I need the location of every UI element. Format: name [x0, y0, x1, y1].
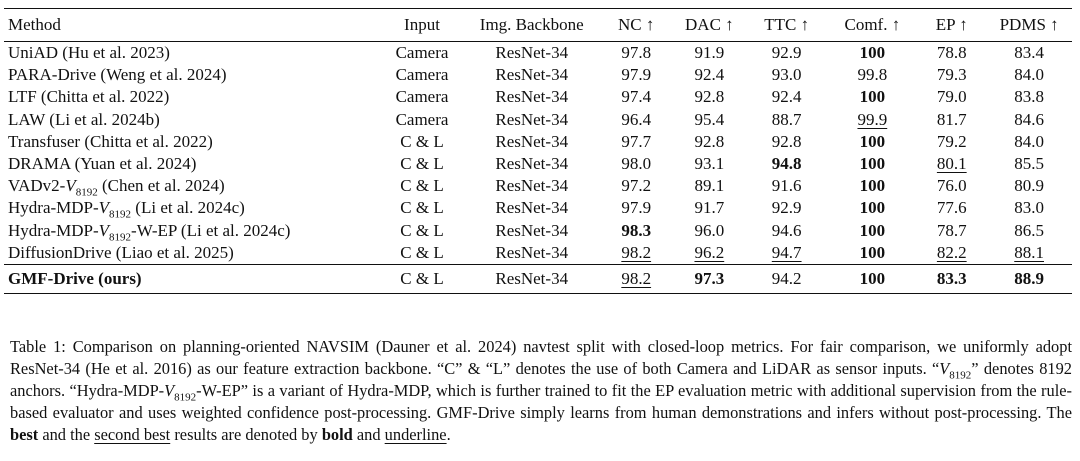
header-ep: EP ↑ — [917, 9, 986, 42]
method-cell: $VADv2-V_{8192}$ (Chen et al. 2024) — [8, 176, 225, 199]
method-cell: GMF-Drive (ours) — [4, 264, 380, 293]
method-cell: DiffusionDrive (Liao et al. 2025) — [8, 242, 234, 262]
ttc-cell: 94.7 — [771, 242, 802, 262]
nc-cell: 97.4 — [621, 87, 652, 107]
ttc-cell: 93.0 — [771, 65, 802, 85]
comf-cell: 100 — [859, 220, 886, 240]
ep-cell: 78.7 — [936, 220, 967, 240]
backbone-cell: ResNet-34 — [495, 65, 569, 85]
ttc-cell: 94.6 — [771, 220, 802, 240]
table-row — [4, 197, 1072, 219]
ttc-cell: 92.8 — [771, 131, 802, 151]
comf-cell: 99.8 — [857, 65, 888, 85]
dac-cell: 95.4 — [694, 109, 725, 129]
table-row — [4, 131, 1072, 153]
input-cell: C & L — [400, 154, 444, 174]
method-cell: LAW (Li et al. 2024b) — [8, 109, 160, 129]
comf-cell: 100 — [859, 43, 886, 63]
ep-cell: 83.3 — [917, 264, 986, 293]
nc-cell: 97.7 — [621, 131, 652, 151]
dac-cell: 91.7 — [694, 198, 725, 218]
backbone-cell: ResNet-34 — [495, 87, 569, 107]
comf-cell: 100 — [859, 198, 886, 218]
nc-cell: 97.9 — [621, 198, 652, 218]
ep-cell: 81.7 — [936, 109, 967, 129]
table-row — [4, 153, 1072, 175]
comf-cell: 100 — [859, 242, 886, 262]
table-row — [4, 220, 1072, 242]
ttc-cell: 91.6 — [771, 176, 802, 196]
table-row — [4, 42, 1072, 65]
dac-cell: 96.2 — [694, 242, 725, 262]
header-pdms: PDMS ↑ — [986, 9, 1072, 42]
ttc-cell: 92.9 — [771, 43, 802, 63]
table-row — [4, 242, 1072, 265]
backbone-cell: ResNet-34 — [495, 198, 569, 218]
pdms-cell: 88.1 — [1014, 242, 1044, 262]
backbone-cell: ResNet-34 — [495, 242, 569, 262]
nc-cell: 97.8 — [621, 43, 652, 63]
ep-cell: 80.1 — [936, 154, 967, 174]
method-cell: Hydra-$MDP-V_{8192}-W-EP$ (Li et al. 2024c) — [8, 220, 291, 243]
ttc-cell: 94.2 — [746, 264, 828, 293]
header-nc: NC ↑ — [600, 9, 673, 42]
backbone-cell: ResNet-34 — [495, 43, 569, 63]
pdms-cell: 80.9 — [1014, 176, 1044, 196]
ttc-cell: 92.4 — [771, 87, 802, 107]
dac-cell: 93.1 — [694, 154, 725, 174]
dac-cell: 89.1 — [694, 176, 725, 196]
table-row — [4, 86, 1072, 108]
backbone-cell: ResNet-34 — [495, 131, 569, 151]
comf-cell: 100 — [859, 131, 886, 151]
nc-cell: 98.3 — [621, 220, 652, 240]
input-cell: Camera — [395, 87, 449, 107]
table-row — [4, 175, 1072, 197]
pdms-cell: 83.8 — [1014, 87, 1044, 107]
header-ttc: TTC ↑ — [746, 9, 828, 42]
pdms-cell: 83.0 — [1014, 198, 1044, 218]
dac-cell: 92.8 — [694, 131, 725, 151]
nc-cell: 97.9 — [621, 65, 652, 85]
header-comf: Comf. ↑ — [827, 9, 917, 42]
ttc-cell: 88.7 — [771, 109, 802, 129]
input-cell: C & L — [400, 198, 444, 218]
input-cell: C & L — [400, 131, 444, 151]
comf-cell: 100 — [859, 87, 886, 107]
nc-cell: 98.2 — [621, 242, 652, 262]
comf-cell: 100 — [859, 176, 886, 196]
header-dac: DAC ↑ — [673, 9, 746, 42]
ttc-cell: 92.9 — [771, 198, 802, 218]
pdms-cell: 83.4 — [1014, 43, 1044, 63]
table-caption: Table 1: Comparison on planning-oriented NAVSIM (Dauner et al. 2024) navtest split with closed-loop metrics. For fair comparison, we uniformly adopt ResNet-34 (He et al. 2016) as our feature extraction backbone. “C” & “L” denotes the use of both Camera and LiDAR as sensor inputs. “$V_{8192}$” denotes 8192 anchors. “$Hydra-MDP-V_{8192}-W-EP$” is a variant of Hydra-MDP, which is further trained to fit the EP evaluation metric with additional supervision from the rule-based evaluator and uses weighted confidence post-processing. GMF-Drive simply learns from human demonstrations and infers without post-processing. The best and the second best results are denoted by bold and underline. — [10, 337, 1072, 445]
table-row — [4, 109, 1072, 131]
backbone-cell: ResNet-34 — [495, 176, 569, 196]
input-cell: C & L — [400, 220, 444, 240]
header-backbone: Img. Backbone — [464, 9, 600, 42]
ep-cell: 77.6 — [936, 198, 967, 218]
pdms-cell: 86.5 — [1014, 220, 1044, 240]
ep-cell: 82.2 — [936, 242, 967, 262]
input-cell: Camera — [395, 65, 449, 85]
nc-cell: 96.4 — [621, 109, 652, 129]
comf-cell: 100 — [859, 154, 886, 174]
ep-cell: 79.0 — [936, 87, 967, 107]
header-method: Method — [4, 9, 380, 42]
table-row-ours — [4, 264, 1072, 293]
ttc-cell: 94.8 — [771, 154, 802, 174]
input-cell: Camera — [395, 43, 449, 63]
method-cell: Hydra-$MDP-V_{8192}$ (Li et al. 2024c) — [8, 198, 245, 221]
backbone-cell: ResNet-34 — [495, 220, 569, 240]
method-cell: UniAD (Hu et al. 2023) — [8, 43, 170, 63]
comf-cell: 100 — [827, 264, 917, 293]
method-cell: Transfuser (Chitta et al. 2022) — [8, 131, 213, 151]
pdms-cell: 85.5 — [1014, 154, 1044, 174]
nc-cell: 98.2 — [621, 268, 652, 288]
comf-cell: 99.9 — [857, 109, 888, 129]
nc-cell: 98.0 — [621, 154, 652, 174]
dac-cell: 91.9 — [694, 43, 725, 63]
table-row — [4, 64, 1072, 86]
input-cell: C & L — [400, 176, 444, 196]
method-cell: PARA-Drive (Weng et al. 2024) — [8, 65, 227, 85]
input-cell: C & L — [400, 242, 444, 262]
table-header-row — [4, 9, 1072, 42]
backbone-cell: ResNet-34 — [495, 154, 569, 174]
header-input: Input — [380, 9, 464, 42]
input-cell: C & L — [380, 264, 464, 293]
dac-cell: 92.8 — [694, 87, 725, 107]
backbone-cell: ResNet-34 — [495, 109, 569, 129]
pdms-cell: 84.0 — [1014, 65, 1044, 85]
dac-cell: 96.0 — [694, 220, 725, 240]
method-cell: LTF (Chitta et al. 2022) — [8, 87, 170, 107]
pdms-cell: 84.0 — [1014, 131, 1044, 151]
pdms-cell: 88.9 — [986, 264, 1072, 293]
pdms-cell: 84.6 — [1014, 109, 1044, 129]
nc-cell: 97.2 — [621, 176, 652, 196]
ep-cell: 79.2 — [936, 131, 967, 151]
input-cell: Camera — [395, 109, 449, 129]
dac-cell: 97.3 — [673, 264, 746, 293]
results-table — [4, 8, 1072, 294]
ep-cell: 76.0 — [936, 176, 967, 196]
method-cell: DRAMA (Yuan et al. 2024) — [8, 154, 197, 174]
ep-cell: 79.3 — [936, 65, 967, 85]
backbone-cell: ResNet-34 — [464, 264, 600, 293]
ep-cell: 78.8 — [936, 43, 967, 63]
dac-cell: 92.4 — [694, 65, 725, 85]
